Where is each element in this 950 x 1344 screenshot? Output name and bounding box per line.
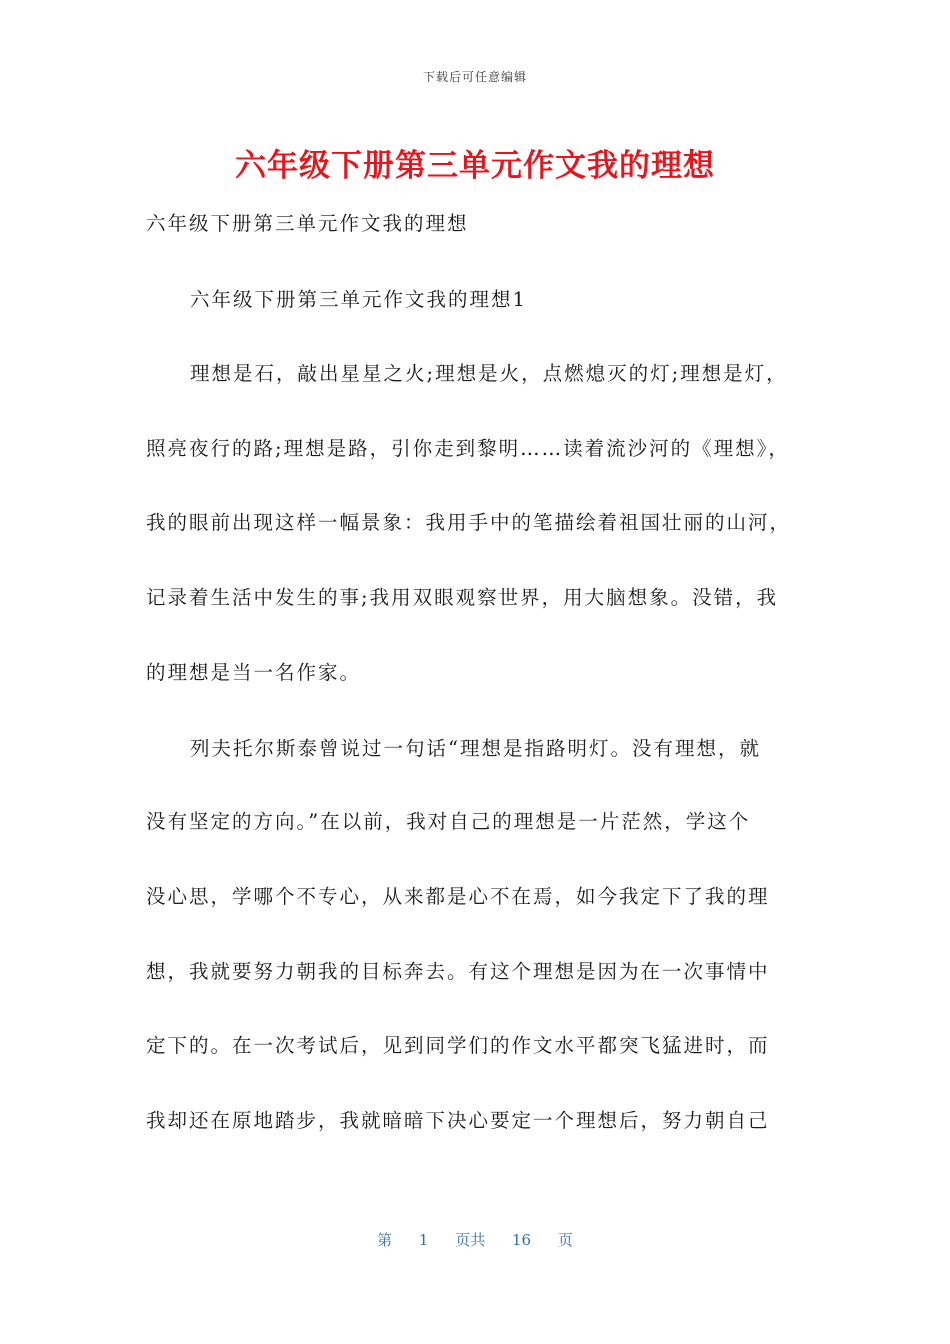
body-line: 想，我就要努力朝我的目标奔去。有这个理想是因为在一次事情中 (146, 960, 770, 983)
document-title: 六年级下册第三单元作文我的理想 (235, 148, 715, 184)
body-line: 定下的。在一次考试后，见到同学们的作文水平都突飞猛进时，而 (146, 1034, 770, 1057)
body-line: 没有坚定的方向。”在以前，我对自己的理想是一片茫然，学这个 (146, 810, 751, 833)
section-heading: 六年级下册第三单元作文我的理想1 (190, 288, 527, 311)
body-line: 我却还在原地踏步，我就暗暗下决心要定一个理想后，努力朝自己 (146, 1109, 770, 1132)
header-note: 下载后可任意编辑 (422, 70, 527, 84)
body-line: 的理想是当一名作家。 (146, 661, 362, 684)
footer-current-page: 1 (418, 1231, 429, 1249)
body-line: 没心思，学哪个不专心，从来都是心不在焉，如今我定下了我的理 (146, 885, 770, 908)
page-footer (0, 1229, 950, 1250)
footer-middle: 页共 (455, 1231, 486, 1249)
footer-prefix: 第 (377, 1231, 393, 1249)
body-line: 我的眼前出现这样一幅景象：我用手中的笔描绘着祖国壮丽的山河， (146, 511, 792, 534)
body-line: 列夫托尔斯泰曾说过一句话“理想是指路明灯。没有理想，就 (190, 737, 761, 760)
body-line: 理想是石，敲出星星之火;理想是火，点燃熄灭的灯;理想是灯， (190, 362, 788, 385)
body-line: 记录着生活中发生的事;我用双眼观察世界，用大脑想象。没错，我 (146, 586, 779, 609)
body-line: 照亮夜行的路;理想是路，引你走到黎明……读着流沙河的《理想》， (146, 437, 790, 460)
footer-suffix: 页 (557, 1231, 573, 1249)
body-line: 六年级下册第三单元作文我的理想 (146, 212, 469, 235)
footer-total-pages: 16 (512, 1231, 532, 1249)
